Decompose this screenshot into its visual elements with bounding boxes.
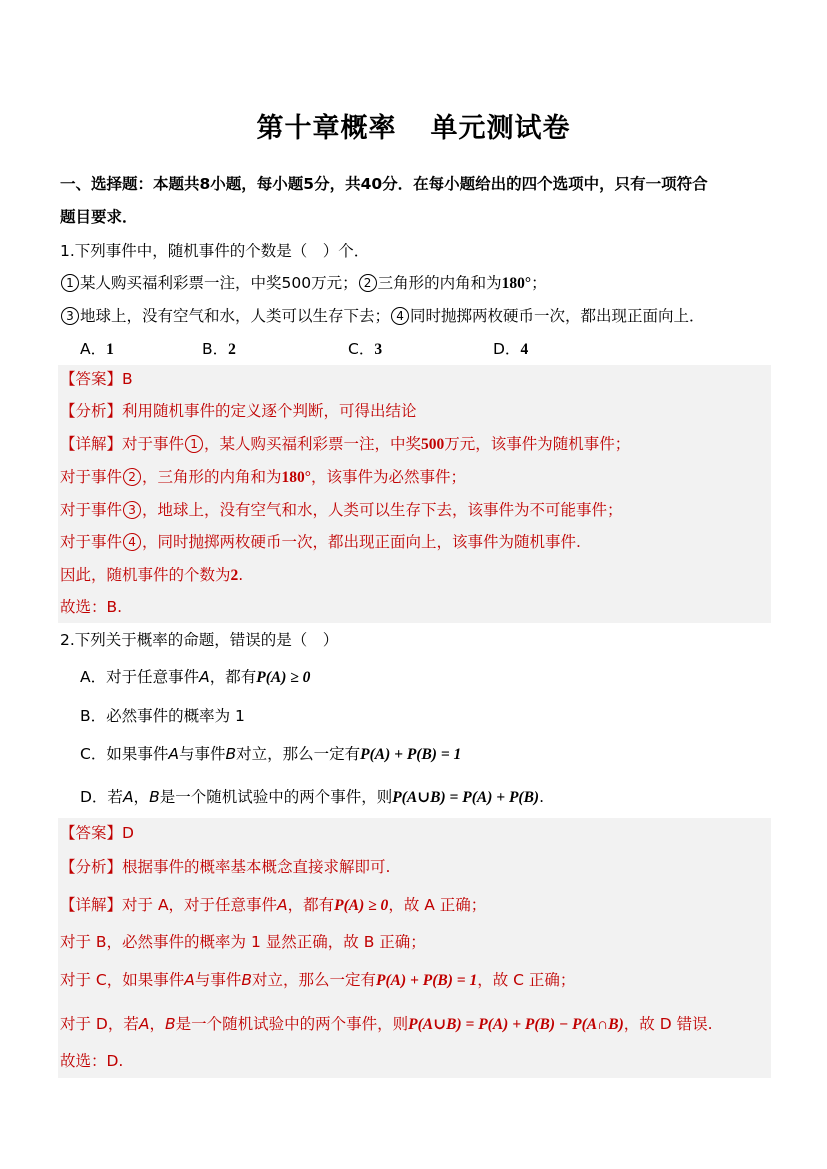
q1-items-line1	[60, 272, 547, 295]
q1-detail-1: 【详解】对于事件 1 ，某人购买福利彩票一注，中奖500万元，该事件为随机事件；	[60, 435, 631, 453]
q2-detail-b: 对于 B，必然事件的概率为 1 显然正确，故 B 正确；	[60, 933, 426, 951]
q1-stem: 1.下列事件中，随机事件的个数是（ ）个．	[60, 242, 370, 260]
title-part2: 单元测试卷	[430, 113, 571, 144]
q2-option-a: A．对于任意事件A，都有P(A) ≥ 0	[80, 668, 311, 686]
circled-number: 3	[61, 307, 79, 325]
q2-option-d: D．若A，B是一个随机试验中的两个事件，则P(A∪B) = P(A) + P(B).	[80, 788, 545, 806]
q1-detail-2: 对于事件 2 ，三角形的内角和为180°，该事件为必然事件；	[60, 468, 466, 486]
q2-detail-d: 对于 D，若A，B是一个随机试验中的两个事件，则P(A∪B) = P(A) + P(B) − P(A∩B)，故 D 错误.	[60, 1015, 713, 1033]
q2-option-c: C．如果事件A与事件B对立，那么一定有P(A) + P(B) = 1	[80, 745, 462, 763]
q1-analysis: 【分析】利用随机事件的定义逐个判断，可得出结论	[60, 402, 417, 420]
circled-number: 3	[123, 501, 141, 519]
q2-analysis: 【分析】根据事件的概率基本概念直接求解即可.	[60, 858, 391, 876]
q1-item1: 某人购买福利彩票一注，中奖500万元；	[80, 274, 358, 292]
q2-detail-c: 对于 C，如果事件A与事件B对立，那么一定有P(A) + P(B) = 1，故 C 正确；	[60, 971, 576, 989]
circled-number: 2	[123, 468, 141, 486]
circled-number: 1	[61, 274, 79, 292]
q1-answer: 【答案】B	[60, 370, 133, 388]
q1-option-d: D．4	[493, 340, 529, 358]
q1-item4: 同时抛掷两枚硬币一次，都出现正面向上．	[410, 307, 705, 325]
q1-detail-4: 对于事件 4 ，同时抛掷两枚硬币一次，都出现正面向上，该事件为随机事件.	[60, 533, 581, 551]
section-heading-line2: 题目要求．	[60, 208, 138, 226]
q1-therefore: 因此，随机事件的个数为2.	[60, 566, 244, 584]
q1-choose: 故选：B.	[60, 598, 123, 616]
circled-number: 1	[185, 435, 203, 453]
q1-items-line2	[60, 305, 705, 327]
page-title	[0, 106, 827, 145]
q2-stem: 2.下列关于概率的命题，错误的是（ ）	[60, 631, 339, 649]
q1-item2-math: 180°	[501, 275, 532, 292]
punct: ；	[531, 274, 547, 292]
circled-number: 2	[359, 274, 377, 292]
circled-number: 4	[123, 533, 141, 551]
q1-option-b: B．2	[202, 340, 236, 358]
q1-option-c: C．3	[348, 340, 383, 358]
circled-number: 4	[391, 307, 409, 325]
title-part1: 第十章概率	[256, 113, 397, 144]
q2-choose: 故选：D.	[60, 1052, 124, 1070]
q2-answer: 【答案】D	[60, 824, 134, 842]
q1-detail-3: 对于事件 3 ，地球上，没有空气和水，人类可以生存下去，该事件为不可能事件；	[60, 501, 623, 519]
q2-detail-a: 【详解】对于 A，对于任意事件A，都有P(A) ≥ 0，故 A 正确；	[60, 896, 487, 914]
section-heading-line1: 一、选择题：本题共8小题，每小题5分，共40分．在每小题给出的四个选项中，只有一项符合	[60, 175, 708, 193]
q2-option-b: B．必然事件的概率为 1	[80, 707, 245, 725]
q1-option-a: A．1	[80, 340, 114, 358]
q1-item3: 地球上，没有空气和水，人类可以生存下去；	[80, 307, 391, 325]
q1-item2: 三角形的内角和为	[377, 274, 502, 292]
